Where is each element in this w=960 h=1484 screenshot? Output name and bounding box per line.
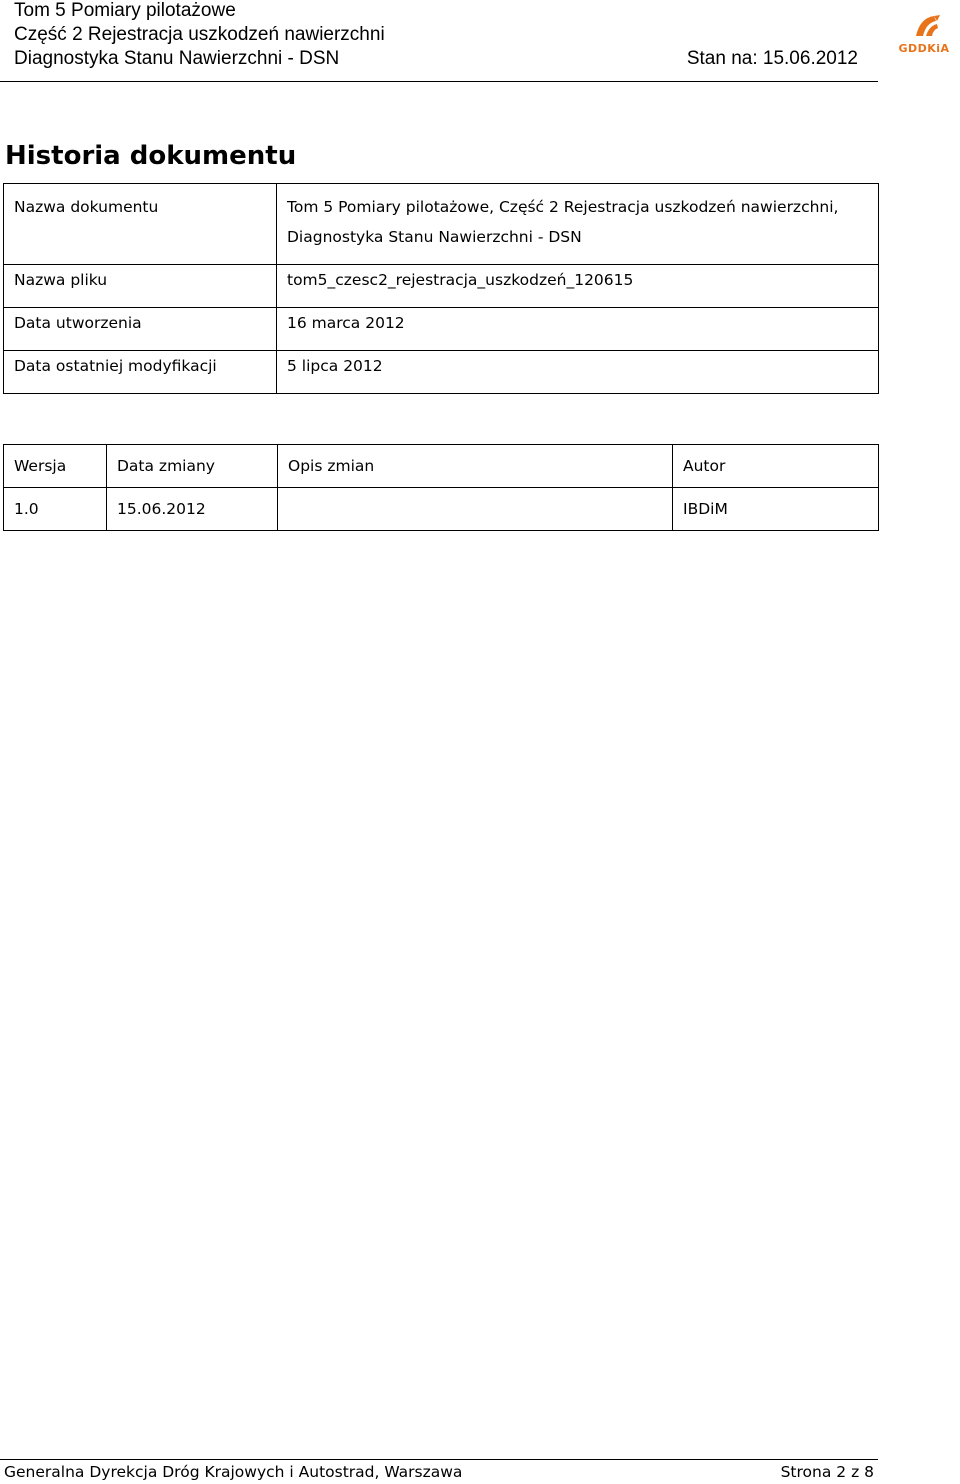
file-name-value: tom5_czesc2_rejestracja_uszkodzeń_120615 <box>277 265 879 308</box>
created-date-value: 16 marca 2012 <box>277 308 879 351</box>
footer-organization: Generalna Dyrekcja Dróg Krajowych i Autostrad, Warszawa <box>4 1463 463 1481</box>
header-divider <box>0 81 878 82</box>
table-row <box>4 265 879 308</box>
header-status-date: Stan na: 15.06.2012 <box>686 48 858 69</box>
table-row <box>4 488 879 531</box>
cell-version: 1.0 <box>4 488 107 531</box>
cell-change-date: 15.06.2012 <box>107 488 278 531</box>
doc-name-label: Nazwa dokumentu <box>4 184 277 265</box>
column-header-author: Autor <box>673 445 879 488</box>
cell-description <box>278 488 673 531</box>
page-title: Historia dokumentu <box>5 141 297 171</box>
header-title-line3: Diagnostyka Stanu Nawierzchni - DSN <box>14 48 340 69</box>
logo-text: GDDKiA <box>898 42 950 55</box>
cell-author: IBDiM <box>673 488 879 531</box>
road-logo-icon <box>890 12 958 42</box>
header-title-line1: Tom 5 Pomiary pilotażowe <box>14 0 236 21</box>
header-title-line2: Część 2 Rejestracja uszkodzeń nawierzchni <box>14 24 385 45</box>
document-info-table <box>3 183 879 394</box>
footer-page-number: Strona 2 z 8 <box>780 1463 874 1481</box>
table-header-row <box>4 445 879 488</box>
table-row <box>4 184 879 265</box>
column-header-change-date: Data zmiany <box>107 445 278 488</box>
version-history-table <box>3 444 879 531</box>
created-date-label: Data utworzenia <box>4 308 277 351</box>
table-row <box>4 351 879 394</box>
table-row <box>4 308 879 351</box>
doc-name-value: Tom 5 Pomiary pilotażowe, Część 2 Rejestracja uszkodzeń nawierzchni, Diagnostyka Stanu Nawierzchni - DSN <box>277 184 879 265</box>
column-header-version: Wersja <box>4 445 107 488</box>
column-header-description: Opis zmian <box>278 445 673 488</box>
gddkia-logo <box>890 12 958 58</box>
modified-date-label: Data ostatniej modyfikacji <box>4 351 277 394</box>
footer-divider <box>0 1459 878 1460</box>
file-name-label: Nazwa pliku <box>4 265 277 308</box>
modified-date-value: 5 lipca 2012 <box>277 351 879 394</box>
